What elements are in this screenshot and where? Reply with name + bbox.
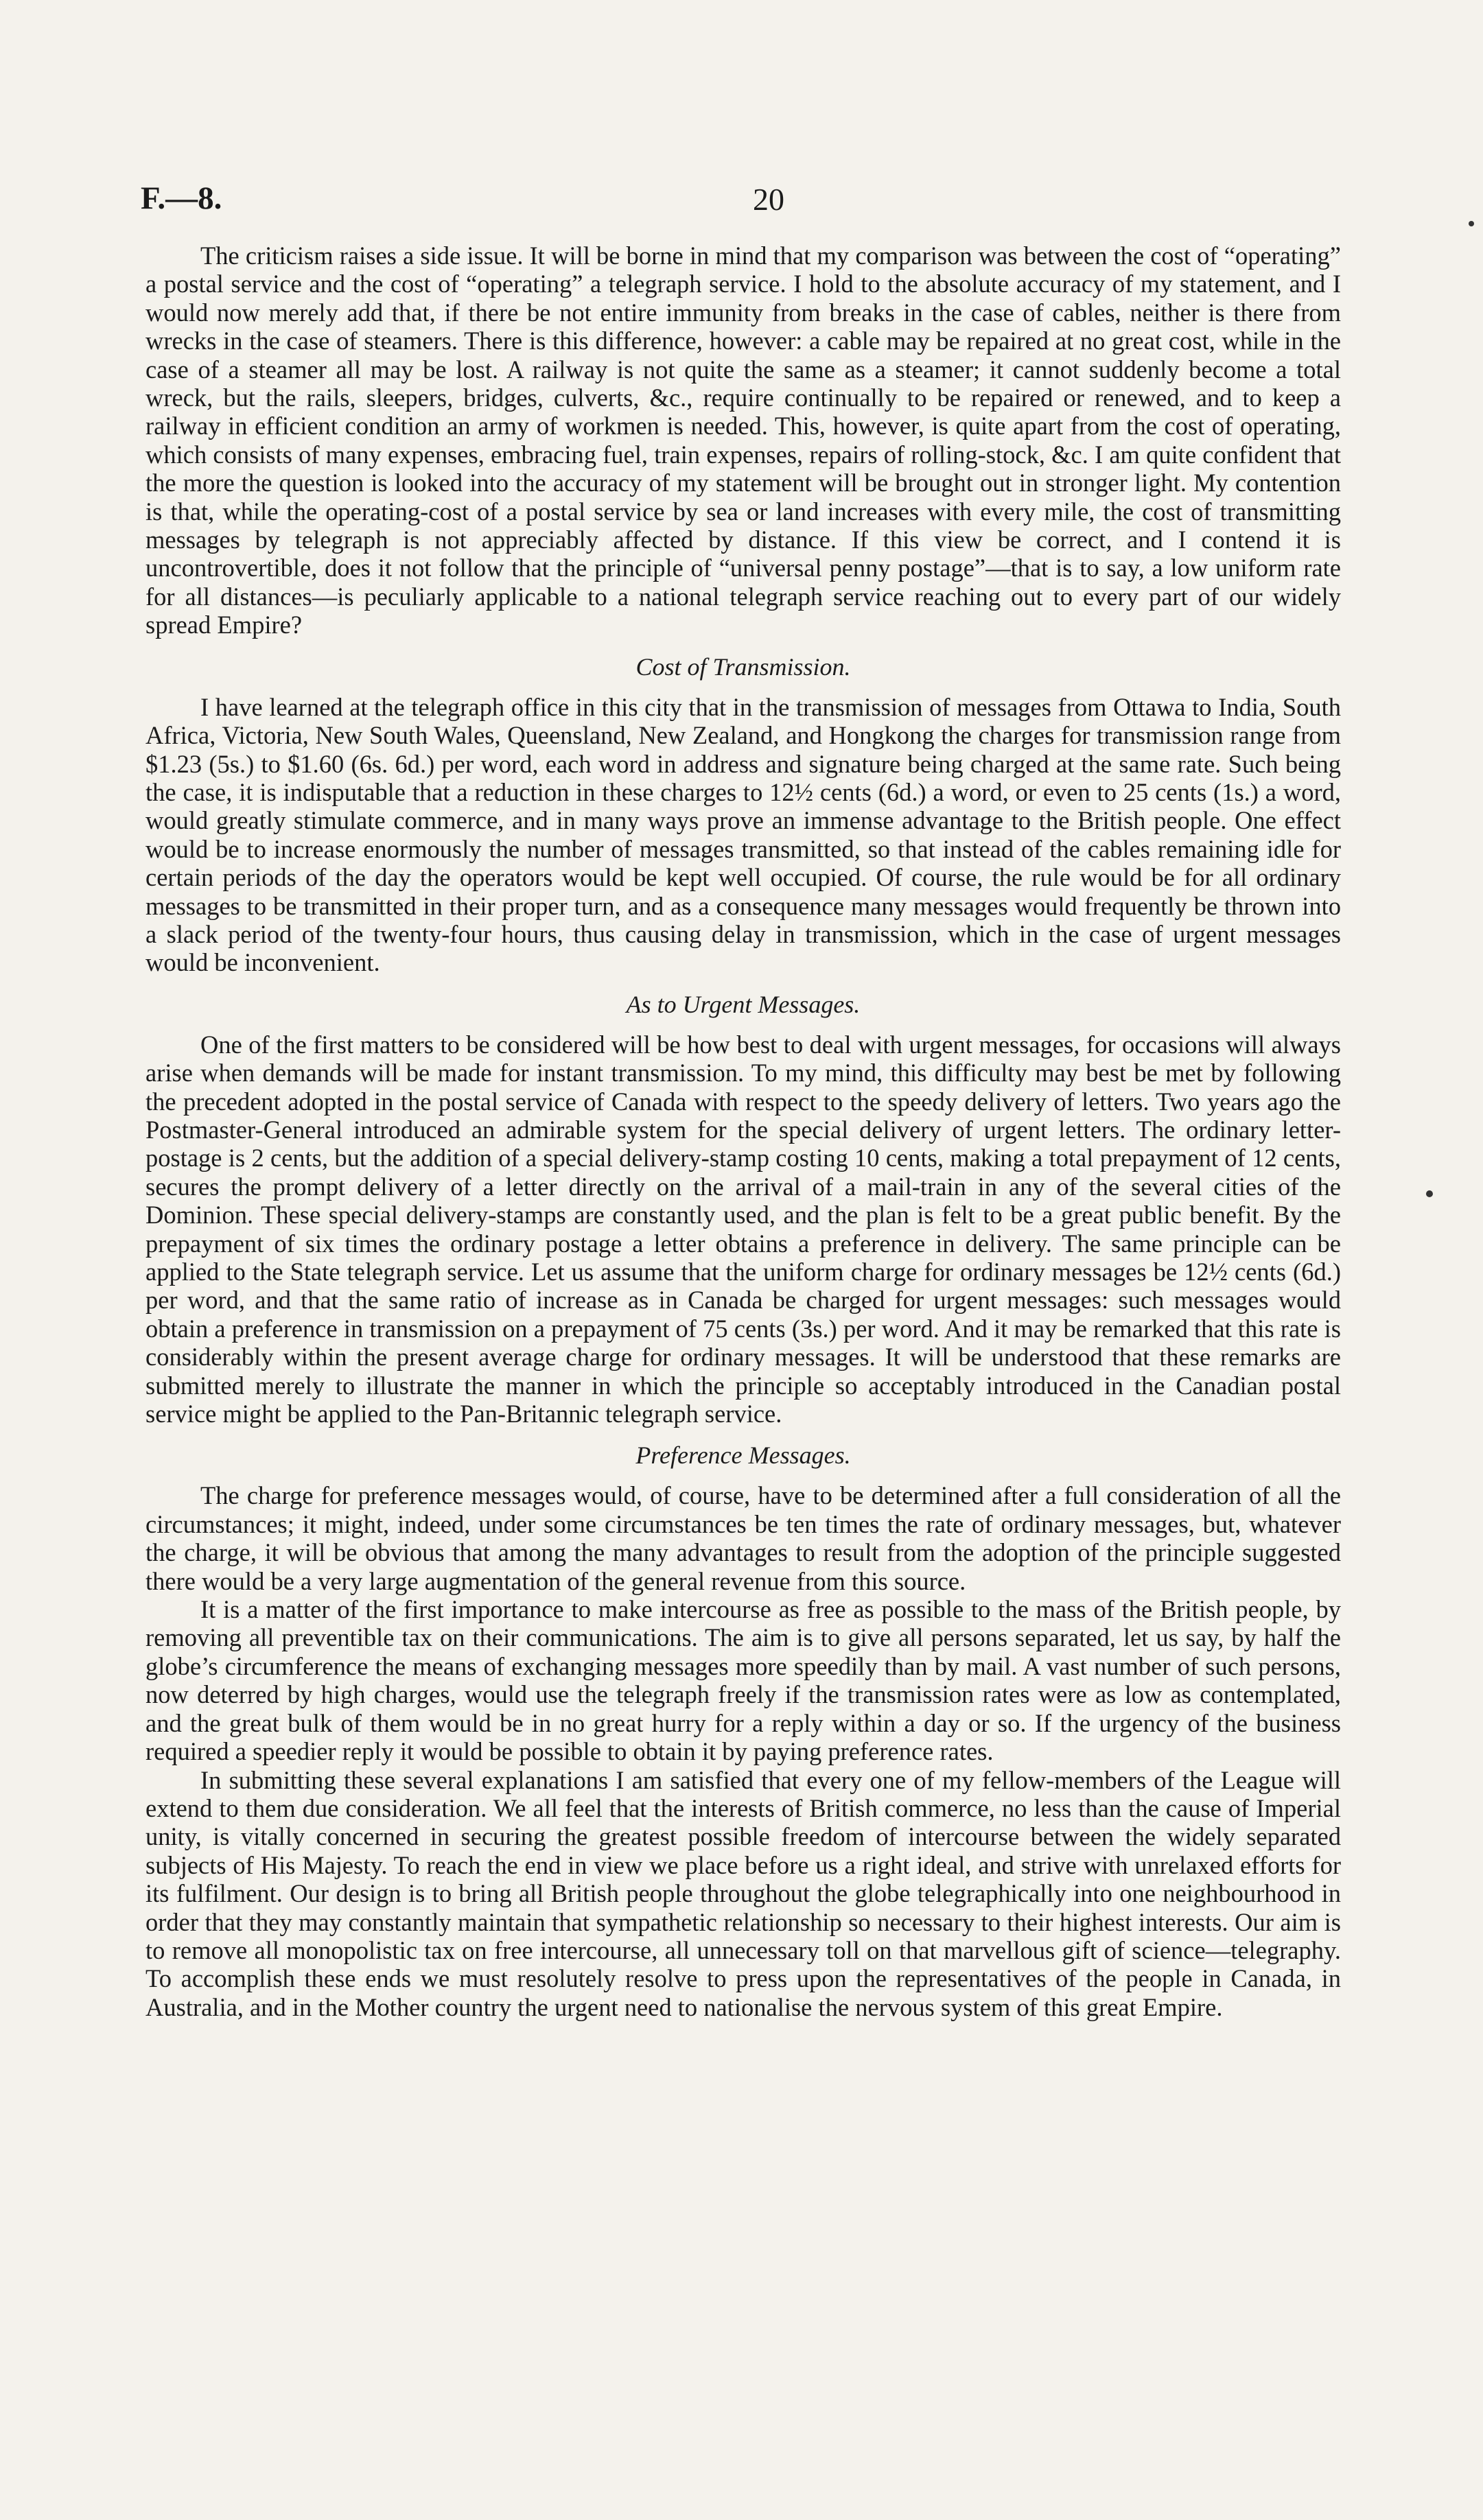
section-opening <box>145 242 1341 639</box>
body-text <box>145 242 1341 2021</box>
paragraph: The charge for preference messages would, of course, have to be determined after a full consideration of all the circumstances; it might, indeed, under some circumstances be ten times the rate of ordinary messages, but, whatever the charge, it will be obvious that among the many advantages to result from the adoption of the principle suggested there would be a very large augmentation of the general revenue from this source. <box>145 1481 1341 1595</box>
running-header <box>141 180 1342 228</box>
paragraph: I have learned at the telegraph office in this city that in the transmission of messages from Ottawa to India, South Africa, Victoria, New South Wales, Queensland, New Zealand, and Hongkong the charges for transmission range from $1.23 (5s.) to $1.60 (6s. 6d.) per word, each word in address and signature being charged at the same rate. Such being the case, it is indisputable that a reduction in these charges to 12½ cents (6d.) a word, or even to 25 cents (1s.) a word, would greatly stimulate commerce, and in many ways prove an immense advantage to the British people. One effect would be to increase enormously the number of messages transmitted, so that instead of the cables remaining idle for certain periods of the day the operators would be kept well occupied. Of course, the rule would be for all ordinary messages to be transmitted in their proper turn, and as a consequence many messages would frequently be thrown into a slack period of the twenty-four hours, thus causing delay in transmission, which in the case of urgent messages would be inconvenient. <box>145 692 1341 977</box>
section-preference-messages <box>145 1441 1341 2021</box>
paragraph: In submitting these several explanations I am satisfied that every one of my fellow-members of the League will extend to them due consideration. We all feel that the interests of British commerce, no less than the cause of Imperial unity, is vitally concerned in securing the greatest possible freedom of intercourse between the widely separated subjects of His Majesty. To reach the end in view we place before us a right ideal, and strive with unrelaxed efforts for its fulfilment. Our design is to bring all British people throughout the globe telegraphically into one neighbourhood in order that they may constantly maintain that sympathetic relationship so necessary to their highest interests. Our aim is to remove all monopolistic tax on free intercourse, all unnecessary toll on that marvellous gift of science—telegraphy. To accomplish these ends we must resolutely resolve to press upon the representatives of the people in Canada, in Australia, and in the Mother country the urgent need to nationalise the nervous system of this great Empire. <box>145 1765 1341 2021</box>
paragraph: It is a matter of the first importance to make intercourse as free as possible to the mass of the British people, by removing all preventible tax on their communications. The aim is to give all persons separated, let us say, by half the globe’s circumference the means of exchanging messages more speedily than by mail. A vast number of such persons, now deterred by high charges, would use the telegraph freely if the transmission rates were as low as contemplated, and the great bulk of them would be in no great hurry for a reply within a day or so. If the urgency of the business required a speedier reply it would be possible to obtain it by paying preference rates. <box>145 1595 1341 1766</box>
section-urgent-messages <box>145 991 1341 1428</box>
page-number: 20 <box>753 182 784 217</box>
paragraph: One of the first matters to be considered will be how best to deal with urgent messages, for occasions will always arise when demands will be made for instant transmission. To my mind, this difficulty may best be met by following the precedent adopted in the postal service of Canada with respect to the speedy delivery of letters. Two years ago the Postmaster-General introduced an admirable system for the special delivery of urgent letters. The ordinary letter-postage is 2 cents, but the addition of a special delivery-stamp costing 10 cents, making a total prepayment of 12 cents, secures the prompt delivery of a letter directly on the arrival of a mail-train in any of the several cities of the Dominion. These special delivery-stamps are constantly used, and the plan is felt to be a great public benefit. By the prepayment of six times the ordinary postage a letter obtains a preference in delivery. The same principle can be applied to the State telegraph service. Let us assume that the uniform charge for ordinary messages be 12½ cents (6d.) per word, and that the same ratio of increase as in Canada be charged for urgent messages: such messages would obtain a preference in transmission on a prepayment of 75 cents (3s.) per word. And it may be remarked that this rate is considerably within the present average charge for ordinary messages. It will be understood that these remarks are submitted merely to illustrate the manner in which the principle so acceptably introduced in the Canadian postal service might be applied to the Pan-Britannic telegraph service. <box>145 1030 1341 1428</box>
section-cost-of-transmission <box>145 653 1341 977</box>
scan-speck <box>1469 221 1474 226</box>
section-heading: Preference Messages. <box>635 1441 851 1470</box>
document-reference: F.—8. <box>141 180 222 216</box>
section-heading: Cost of Transmission. <box>635 652 851 681</box>
paragraph: The criticism raises a side issue. It will be borne in mind that my comparison was between the cost of “operating” a postal service and the cost of “operating” a telegraph service. I hold to the absolute accuracy of my statement, and I would now merely add that, if there be not entire immunity from breaks in the case of cables, neither is there from wrecks in the case of steamers. There is this difference, however: a cable may be repaired at no great cost, while in the case of a steamer all may be lost. A railway is not quite the same as a steamer; it cannot suddenly become a total wreck, but the rails, sleepers, bridges, culverts, &c., require continually to be repaired or renewed, and to keep a railway in efficient condition an army of workmen is needed. This, however, is quite apart from the cost of operating, which consists of many expenses, embracing fuel, train expenses, repairs of rolling-stock, &c. I am quite confident that the more the question is looked into the accuracy of my statement will be brought out in stronger light. My contention is that, while the operating-cost of a postal service by sea or land increases with every mile, the cost of transmitting messages by telegraph is not appreciably affected by distance. If this view be correct, and I contend it is uncontrovertible, does it not follow that the principle of “universal penny postage”—that is to say, a low uniform rate for all distances—is peculiarly applicable to a national telegraph service reaching out to every part of our widely spread Empire? <box>145 242 1341 639</box>
scan-speck <box>1426 1190 1433 1197</box>
section-heading: As to Urgent Messages. <box>626 990 861 1018</box>
